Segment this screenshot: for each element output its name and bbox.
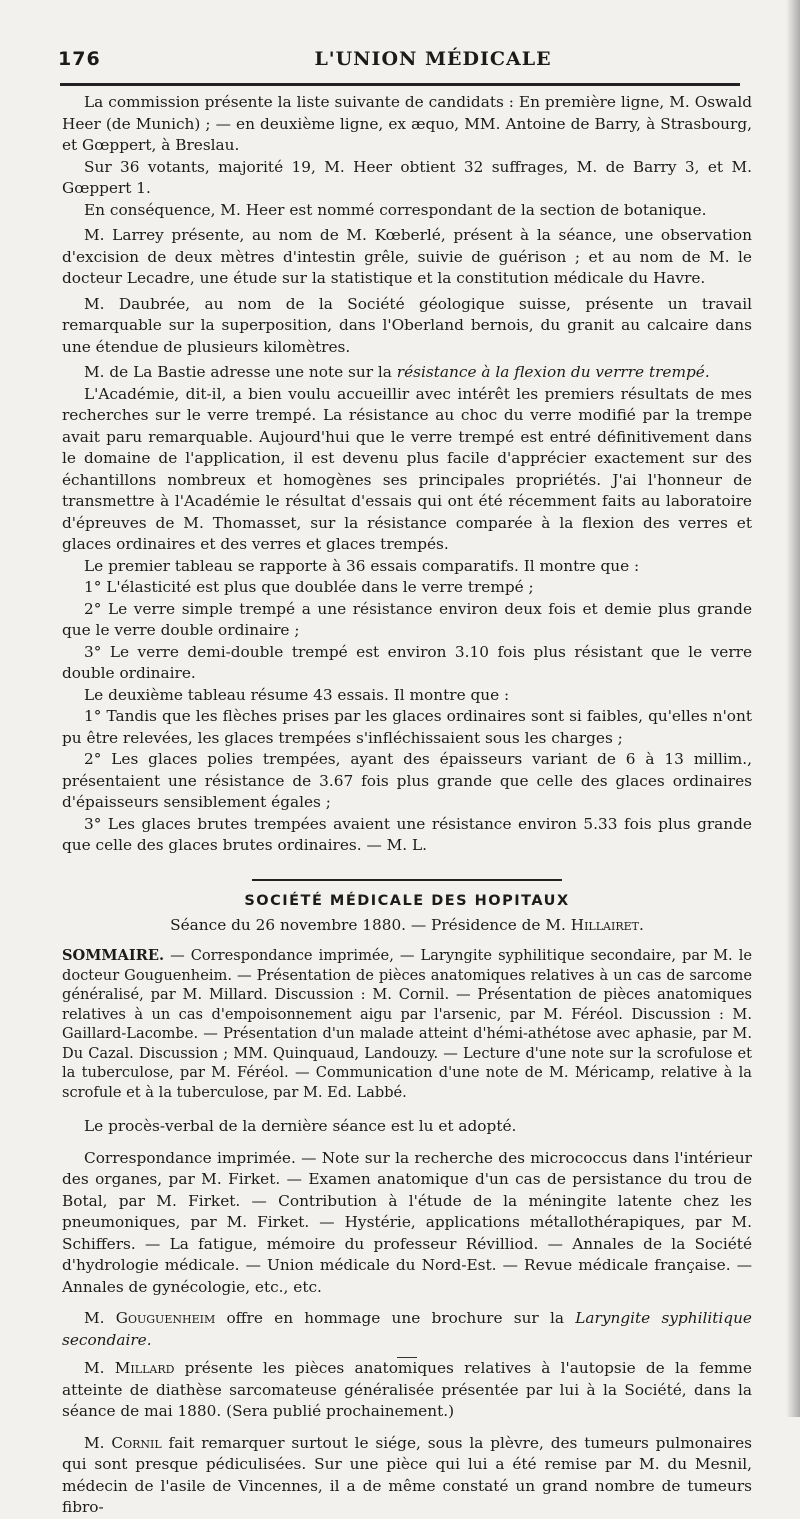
paragraph: La commission présente la liste suivante de candidats : En première ligne, M. Oswald Heer (de Munich) ; — en deuxième ligne, ex æquo, MM. Antoine de Barry, à Strasbourg, et Gœppert, à Breslau.	[62, 93, 752, 154]
paragraph-gouguenheim	[62, 1308, 752, 1351]
speaker-name: M. Millard	[84, 1359, 175, 1377]
paragraph: Le procès-verbal de la dernière séance est lu et adopté.	[84, 1117, 517, 1135]
list-item: 3° Les glaces brutes trempées avaient une résistance environ 5.33 fois plus grande que celle des glaces brutes ordinaires. — M. L.	[62, 814, 752, 854]
section-divider	[252, 879, 562, 881]
list-item: 2° Le verre simple trempé a une résistance environ deux fois et demie plus grande que le verre double ordinaire ;	[62, 599, 752, 639]
running-header	[58, 44, 748, 74]
gouguenheim-title: Laryngite syphilitique secondaire.	[62, 1309, 752, 1349]
list-item: 1° Tandis que les flèches prises par les glaces ordinaires sont si faibles, qu'elles n'ont pu être relevées, les glaces trempées s'infléchissaient sous les charges ;	[62, 707, 752, 747]
bastie-intro: M. de La Bastie adresse une note sur la	[84, 363, 397, 381]
sommaire-text: — Correspondance imprimée, — Laryngite syphilitique secondaire, par M. le docteur Gouguenheim. — Présentation de pièces anatomiques relatives à un cas de sarcome généralisé, par M. Millard. Discussion : M. Cornil. — Présentation de pièces anatomiques relatives à un cas d'empoisonnement aigu par l'arsenic, par M. Féréol. Discussion : M. Gaillard-Lacombe. — Présentation d'un malade atteint d'hémi-athétose avec aphasie, par M. Du Cazal. Discussion ; MM. Quinquaud, Landouzy. — Lecture d'une note sur la scrofulose et la tuberculose, par M. Féréol. — Communication d'une note de M. Méricamp, relative à la scrofule et à la tuberculose, par M. Ed. Labbé.	[62, 947, 752, 1101]
page-number: 176	[58, 48, 101, 70]
paragraph: En conséquence, M. Heer est nommé correspondant de la section de botanique.	[84, 200, 707, 219]
paragraph: Correspondance imprimée. — Note sur la recherche des micrococcus dans l'intérieur des organes, par M. Firket. — Examen anatomique d'un cas de persistance du trou de Botal, par M. Firket. — Contribution à l'étude de la méningite latente chez les pneumoniques, par M. Firket. — Hystérie, applications métallothérapiques, par M. Schiffers. — La fatigue, mémoire du professeur Révilliod. — Annales de la Société d'hydrologie médicale. — Union médicale du Nord-Est. — Revue médicale française. — Annales de gynécologie, etc., etc.	[62, 1148, 752, 1296]
paragraph: M. Daubrée, au nom de la Société géologique suisse, présente un travail remarquable sur la superposition, dans l'Oberland bernois, du granit au calcaire dans une étendue de plusieurs kilomètres.	[62, 294, 752, 356]
paragraph-bastie	[62, 362, 752, 384]
paragraph: Sur 36 votants, majorité 19, M. Heer obtient 32 suffrages, M. de Barry 3, et M. Gœppert 1.	[62, 157, 752, 197]
paragraph: Le deuxième tableau résume 43 essais. Il montre que :	[84, 685, 510, 704]
list-item: 2° Les glaces polies trempées, ayant des épaisseurs variant de 6 à 13 millim., présentaient une résistance de 3.67 fois plus grande que celle des glaces ordinaires d'épaisseurs sensiblement égales ;	[62, 750, 752, 811]
article-body	[62, 92, 752, 1519]
list-item: 1° L'élasticité est plus que doublée dans le verre trempé ;	[84, 578, 534, 596]
seance-line	[62, 915, 752, 937]
bastie-title: résistance à la flexion du verrre trempé.	[396, 363, 710, 381]
speaker-name: M. Gouguenheim	[84, 1309, 216, 1327]
seance-prefix: Séance du 26 novembre 1880. — Présidence de M.	[170, 915, 571, 934]
president-name: Hillairet.	[570, 915, 644, 934]
journal-title: L'UNION MÉDICALE	[314, 48, 552, 70]
millard-text: présente les pièces anatomiques relatives à l'autopsie de la femme atteinte de diathèse sarcomateuse généralisée présentée par lui à la Société, dans la séance de mai 1880. (Sera publié prochainement.)	[62, 1359, 752, 1420]
page-edge-shadow	[786, 0, 800, 1417]
sommaire	[62, 946, 752, 1102]
paragraph: M. Larrey présente, au nom de M. Kœberlé, présent à la séance, une observation d'excision de deux mètres d'intestin grêle, suivie de guérison ; et au nom de M. le docteur Lecadre, une étude sur la statistique et la constitution médicale du Havre.	[62, 226, 752, 287]
sommaire-paragraph	[62, 946, 752, 1102]
section-title: SOCIÉTÉ MÉDICALE DES HOPITAUX	[244, 892, 570, 909]
speaker-name: M. Cornil	[84, 1433, 162, 1452]
paragraph: L'Académie, dit-il, a bien voulu accueillir avec intérêt les premiers résultats de mes recherches sur le verre trempé. La résistance au choc du verre modifié par la trempe avait paru remarquable. Aujourd'hui que le verre trempé est entré définitivement dans le domaine de l'application, il est devenu plus facile d'apprécier exactement sur des échantillons nombreux et homogènes ses principales propriétés. J'ai l'honneur de transmettre à l'Académie le résultat d'essais qui ont été récemment faits au laboratoire d'épreuves de M. Thomasset, sur la résistance comparée à la flexion des verres et glaces ordinaires et des verres et glaces trempés.	[62, 384, 752, 553]
paragraph-cornil	[62, 1433, 752, 1519]
sommaire-label: SOMMAIRE.	[62, 947, 165, 964]
gouguenheim-text: offre en hommage une brochure sur la	[215, 1309, 576, 1327]
paragraph: Le premier tableau se rapporte à 36 essais comparatifs. Il montre que :	[84, 556, 640, 575]
header-rule	[60, 83, 740, 86]
list-item: 3° Le verre demi-double trempé est environ 3.10 fois plus résistant que le verre double ordinaire.	[62, 642, 752, 682]
cornil-text: fait remarquer surtout le siége, sous la plèvre, des tumeurs pulmonaires qui sont presque pédiculisées. Sur une pièce qui lui a été remise par M. du Mesnil, médecin de l'asile de Vincennes, il a de même constaté un grand nombre de tumeurs fibro-	[62, 1433, 752, 1516]
paragraph-millard	[62, 1358, 752, 1423]
